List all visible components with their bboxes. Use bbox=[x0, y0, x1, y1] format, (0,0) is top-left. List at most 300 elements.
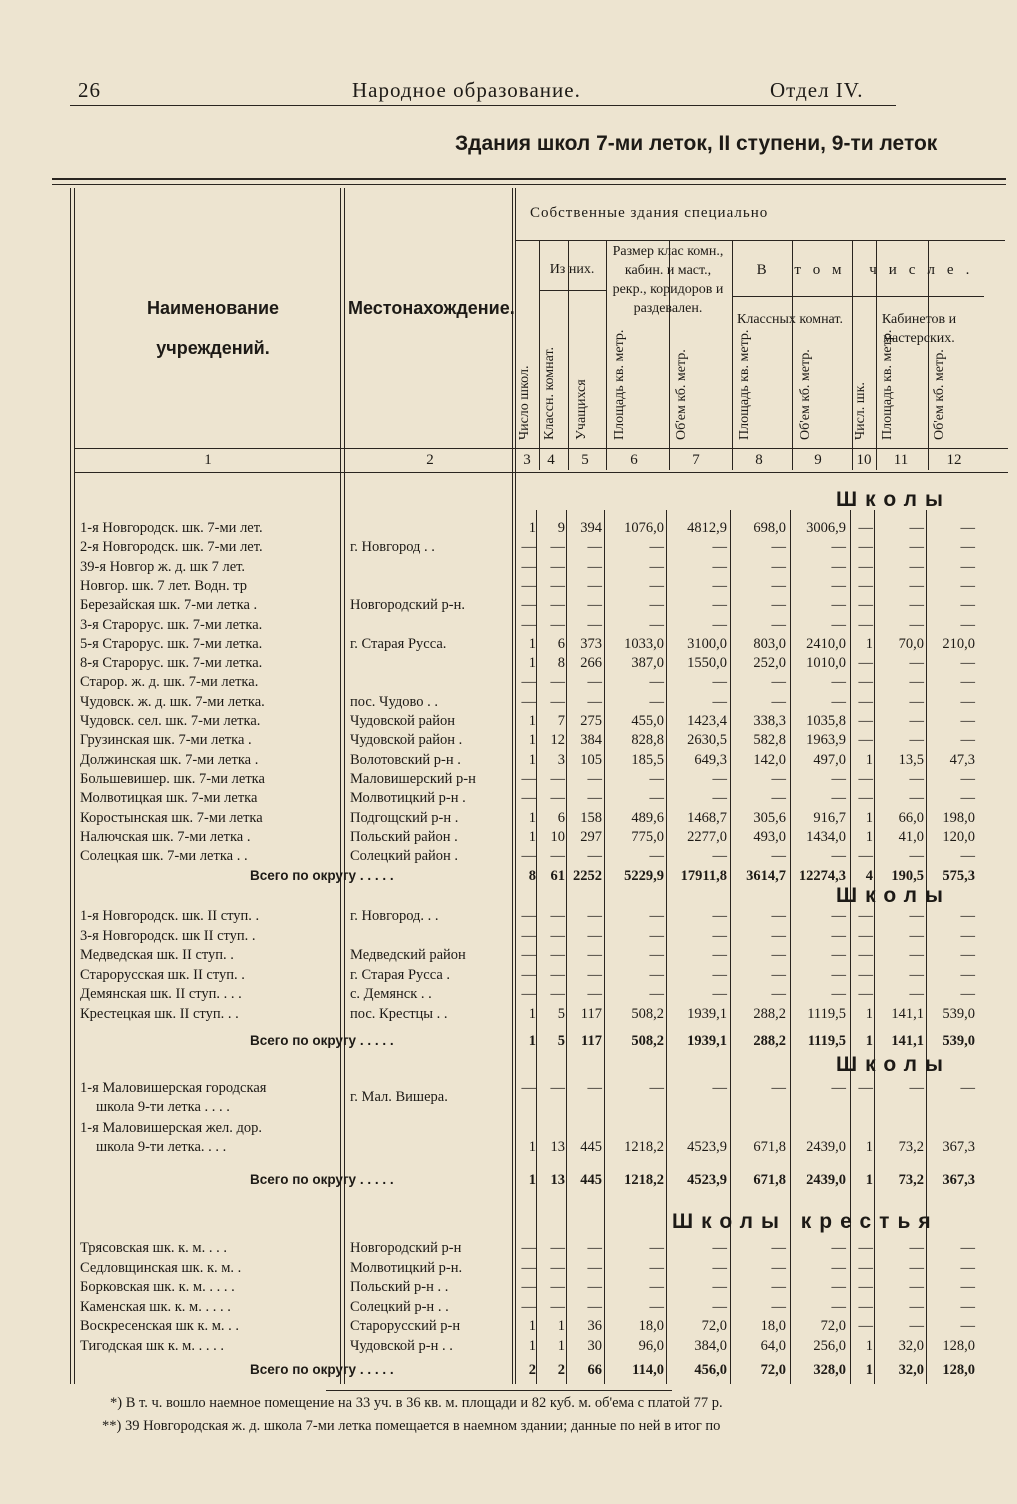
table-cell: — bbox=[712, 1259, 727, 1276]
table-cell: — bbox=[858, 674, 873, 691]
table-top-rule-2 bbox=[52, 184, 1006, 185]
table-cell: — bbox=[712, 597, 727, 614]
row-location: Новгородский р-н bbox=[350, 1240, 462, 1256]
table-cell: — bbox=[960, 927, 975, 944]
table-cell: — bbox=[831, 597, 846, 614]
total-cell: 671,8 bbox=[753, 1172, 786, 1188]
table-cell: — bbox=[831, 616, 846, 633]
table-cell: 256,0 bbox=[813, 1338, 846, 1354]
table-cell: — bbox=[858, 597, 873, 614]
table-cell: — bbox=[909, 966, 924, 983]
table-cell: — bbox=[831, 848, 846, 865]
total-cell: 17911,8 bbox=[680, 868, 727, 884]
table-cell: — bbox=[771, 986, 786, 1002]
total-cell: 5229,9 bbox=[624, 868, 664, 884]
row-name: Старорусская шк. II ступ. . bbox=[80, 966, 245, 983]
total-cell: 61 bbox=[550, 868, 565, 884]
total-cell: 141,1 bbox=[891, 1033, 924, 1049]
table-cell: — bbox=[858, 732, 873, 749]
row-name: 2-я Новгородск. шк. 7-ми лет. bbox=[80, 539, 263, 556]
table-cell: — bbox=[712, 927, 727, 944]
table-cell: — bbox=[712, 790, 727, 807]
header-rule bbox=[70, 105, 896, 106]
total-cell: 445 bbox=[580, 1172, 602, 1188]
row-name: Тигодская шк к. м. . . . . bbox=[80, 1338, 224, 1354]
table-cell: — bbox=[858, 1298, 873, 1315]
total-cell: 1 bbox=[865, 1172, 873, 1188]
table-cell: — bbox=[649, 616, 664, 633]
table-cell: — bbox=[909, 1240, 924, 1256]
table-cell: — bbox=[712, 693, 727, 710]
table-cell: 1939,1 bbox=[687, 1005, 727, 1022]
table-cell: — bbox=[960, 1259, 975, 1276]
table-cell: — bbox=[649, 927, 664, 944]
table-cell: — bbox=[587, 1240, 602, 1256]
table-cell: — bbox=[771, 770, 786, 787]
row-location: Чудовской р-н . . bbox=[350, 1338, 453, 1354]
row-name: Солецкая шк. 7-ми летка . . bbox=[80, 848, 248, 865]
table-cell: — bbox=[858, 986, 873, 1002]
footnote-rule bbox=[326, 1390, 672, 1391]
table-cell: — bbox=[909, 1279, 924, 1296]
table-cell: — bbox=[521, 947, 536, 963]
row-location: г. Старая Русса. bbox=[350, 635, 447, 652]
total-cell: 288,2 bbox=[753, 1033, 786, 1049]
table-cell: — bbox=[587, 674, 602, 691]
table-cell: — bbox=[960, 848, 975, 865]
table-cell: — bbox=[550, 693, 565, 710]
table-cell: 1033,0 bbox=[624, 635, 664, 652]
row-name: 1-я Новгородск. шк. II ступ. . bbox=[80, 908, 260, 924]
table-cell: — bbox=[649, 770, 664, 787]
table-cell: 1 bbox=[528, 1318, 536, 1335]
table-cell: — bbox=[831, 770, 846, 787]
table-cell: — bbox=[831, 947, 846, 963]
classrooms-header: Классных комнат. bbox=[737, 312, 843, 327]
table-cell: — bbox=[960, 693, 975, 710]
table-cell: 64,0 bbox=[760, 1338, 786, 1354]
table-cell: — bbox=[831, 927, 846, 944]
table-cell: — bbox=[831, 674, 846, 691]
table-cell: 4523,9 bbox=[687, 1139, 727, 1155]
column-number: 9 bbox=[814, 452, 822, 468]
row-location: Новгородский р-н. bbox=[350, 597, 465, 614]
table-cell: — bbox=[550, 597, 565, 614]
table-cell: 41,0 bbox=[898, 828, 924, 845]
grid-vline bbox=[566, 510, 567, 1384]
table-cell: — bbox=[858, 947, 873, 963]
table-cell: — bbox=[909, 1080, 924, 1096]
column-number: 7 bbox=[692, 452, 700, 468]
table-cell: — bbox=[960, 520, 975, 536]
page-number: 26 bbox=[78, 78, 101, 102]
table-cell: — bbox=[831, 558, 846, 575]
table-cell: — bbox=[712, 947, 727, 963]
table-cell: 128,0 bbox=[942, 1338, 975, 1354]
table-cell: — bbox=[771, 848, 786, 865]
row-name: Коростынская шк. 7-ми летка bbox=[80, 809, 263, 826]
table-cell: — bbox=[587, 558, 602, 575]
column-number: 11 bbox=[893, 452, 909, 468]
table-cell: 12 bbox=[550, 732, 565, 749]
table-cell: 338,3 bbox=[753, 713, 786, 729]
row-location: Подгощский р-н . bbox=[350, 809, 459, 826]
table-cell: — bbox=[909, 790, 924, 807]
table-cell: 3 bbox=[557, 751, 565, 768]
total-label: Всего по округу . . . . . bbox=[250, 1172, 394, 1187]
table-cell: — bbox=[649, 790, 664, 807]
table-cell: 539,0 bbox=[942, 1005, 975, 1022]
table-cell: — bbox=[649, 848, 664, 865]
table-cell: — bbox=[587, 693, 602, 710]
grid-hline bbox=[539, 290, 606, 291]
grid-vline bbox=[790, 510, 791, 1384]
row-name: Березайская шк. 7-ми летка . bbox=[80, 597, 258, 614]
table-cell: 1 bbox=[528, 732, 536, 749]
table-cell: — bbox=[909, 693, 924, 710]
table-cell: — bbox=[909, 908, 924, 924]
table-cell: — bbox=[649, 1298, 664, 1315]
table-cell: — bbox=[858, 616, 873, 633]
table-cell: — bbox=[587, 539, 602, 556]
table-cell: 1 bbox=[865, 751, 873, 768]
table-cell: 198,0 bbox=[942, 809, 975, 826]
table-cell: — bbox=[587, 1080, 602, 1096]
table-cell: 1468,7 bbox=[687, 809, 727, 826]
row-location: с. Демянск . . bbox=[350, 986, 432, 1002]
table-cell: — bbox=[858, 927, 873, 944]
table-cell: — bbox=[909, 848, 924, 865]
table-cell: 3006,9 bbox=[806, 520, 846, 536]
table-cell: — bbox=[712, 558, 727, 575]
table-cell: 1010,0 bbox=[806, 655, 846, 672]
table-cell: — bbox=[712, 1080, 727, 1096]
table-cell: — bbox=[550, 790, 565, 807]
table-cell: — bbox=[858, 966, 873, 983]
table-cell: — bbox=[771, 1080, 786, 1096]
table-title: Здания школ 7-ми леток, II ступени, 9-ти леток bbox=[455, 132, 938, 155]
table-cell: 1 bbox=[528, 809, 536, 826]
table-cell: — bbox=[712, 577, 727, 594]
table-cell: — bbox=[831, 908, 846, 924]
table-cell: — bbox=[550, 1259, 565, 1276]
total-cell: 508,2 bbox=[631, 1033, 664, 1049]
table-cell: — bbox=[909, 947, 924, 963]
table-cell: 72,0 bbox=[701, 1318, 727, 1335]
table-cell: — bbox=[909, 558, 924, 575]
table-cell: — bbox=[858, 848, 873, 865]
total-cell: 575,3 bbox=[942, 868, 975, 884]
table-cell: — bbox=[960, 790, 975, 807]
table-cell: 582,8 bbox=[753, 732, 786, 749]
including-header: В том числе. bbox=[756, 262, 982, 278]
total-cell: 73,2 bbox=[898, 1172, 924, 1188]
table-cell: — bbox=[858, 655, 873, 672]
table-cell: — bbox=[771, 577, 786, 594]
row-location: пос. Чудово . . bbox=[350, 693, 438, 710]
table-cell: — bbox=[858, 790, 873, 807]
row-name: 8-я Старорус. шк. 7-ми летка. bbox=[80, 655, 263, 672]
table-cell: — bbox=[960, 732, 975, 749]
table-cell: — bbox=[550, 1080, 565, 1096]
row-location: Волотовский р-н . bbox=[350, 751, 461, 768]
column-number: 12 bbox=[946, 452, 962, 468]
row-name: Должинская шк. 7-ми летка . bbox=[80, 751, 259, 768]
total-cell: 1 bbox=[528, 1033, 536, 1049]
row-name: 3-я Новгородск. шк II ступ. . bbox=[80, 927, 256, 944]
total-cell: 4523,9 bbox=[687, 1172, 727, 1188]
table-cell: 384 bbox=[580, 732, 602, 749]
table-cell: 489,6 bbox=[631, 809, 664, 826]
table-cell: — bbox=[587, 790, 602, 807]
table-top-rule bbox=[52, 178, 1006, 180]
table-cell: — bbox=[521, 558, 536, 575]
table-cell: — bbox=[831, 539, 846, 556]
group-header: Собственные здания специально bbox=[530, 205, 769, 221]
table-cell: — bbox=[831, 1298, 846, 1315]
total-cell: 4 bbox=[865, 868, 873, 884]
table-cell: 2277,0 bbox=[687, 828, 727, 845]
total-cell: 328,0 bbox=[813, 1362, 846, 1378]
table-cell: — bbox=[712, 966, 727, 983]
table-cell: 5 bbox=[557, 1005, 565, 1022]
table-cell: — bbox=[712, 770, 727, 787]
row-location: Чудовской район bbox=[350, 713, 455, 729]
table-cell: — bbox=[858, 1259, 873, 1276]
table-cell: — bbox=[649, 1279, 664, 1296]
table-cell: — bbox=[587, 947, 602, 963]
row-location: г. Мал. Вишера. bbox=[350, 1089, 448, 1105]
table-cell: — bbox=[587, 577, 602, 594]
section-title: Школы bbox=[836, 884, 951, 907]
table-cell: — bbox=[771, 790, 786, 807]
row-name: Налючская шк. 7-ми летка . bbox=[80, 828, 251, 845]
table-cell: — bbox=[550, 1279, 565, 1296]
table-cell: 66,0 bbox=[898, 809, 924, 826]
table-cell: 394 bbox=[580, 520, 602, 536]
table-cell: — bbox=[771, 597, 786, 614]
table-cell: — bbox=[831, 790, 846, 807]
table-cell: 10 bbox=[550, 828, 565, 845]
table-cell: — bbox=[550, 947, 565, 963]
table-cell: 36 bbox=[587, 1318, 602, 1335]
row-name: 1-я Новгородск. шк. 7-ми лет. bbox=[80, 520, 263, 536]
total-cell: 32,0 bbox=[898, 1362, 924, 1378]
table-cell: 1 bbox=[528, 655, 536, 672]
table-cell: — bbox=[771, 927, 786, 944]
table-cell: 141,1 bbox=[891, 1005, 924, 1022]
row-name: Трясовская шк. к. м. . . . bbox=[80, 1240, 227, 1256]
column-number: 6 bbox=[630, 452, 638, 468]
table-cell: 1 bbox=[528, 1139, 536, 1155]
column-number: 3 bbox=[523, 452, 531, 468]
table-cell: 671,8 bbox=[753, 1139, 786, 1155]
table-cell: — bbox=[909, 713, 924, 729]
table-cell: — bbox=[858, 1318, 873, 1335]
row-location: Солецкий район . bbox=[350, 848, 459, 865]
table-cell: 1 bbox=[528, 635, 536, 652]
table-cell: — bbox=[831, 966, 846, 983]
table-cell: — bbox=[587, 986, 602, 1002]
table-cell: 1550,0 bbox=[687, 655, 727, 672]
table-cell: 7 bbox=[557, 713, 565, 729]
table-cell: — bbox=[831, 577, 846, 594]
table-cell: — bbox=[712, 539, 727, 556]
table-cell: — bbox=[712, 1279, 727, 1296]
grid-vline bbox=[732, 240, 733, 470]
row-location: Старорусский р-н bbox=[350, 1318, 461, 1335]
table-cell: — bbox=[960, 770, 975, 787]
table-cell: — bbox=[831, 1080, 846, 1096]
schools-count-header: Число школ. bbox=[517, 365, 532, 440]
grid-vline bbox=[340, 188, 341, 1384]
table-cell: 367,3 bbox=[942, 1139, 975, 1155]
total-cell: 114,0 bbox=[632, 1362, 664, 1378]
table-cell: 497,0 bbox=[813, 751, 846, 768]
table-cell: 252,0 bbox=[753, 655, 786, 672]
table-cell: 2439,0 bbox=[806, 1139, 846, 1155]
row-name: Старор. ж. д. шк. 7-ми летка. bbox=[80, 674, 259, 691]
table-cell: — bbox=[960, 966, 975, 983]
table-cell: — bbox=[771, 558, 786, 575]
total-label: Всего по округу . . . . . bbox=[250, 1362, 394, 1377]
table-cell: — bbox=[771, 616, 786, 633]
table-cell: — bbox=[521, 986, 536, 1002]
table-cell: 297 bbox=[580, 828, 602, 845]
grid-vline bbox=[730, 510, 731, 1384]
table-cell: — bbox=[858, 693, 873, 710]
table-cell: — bbox=[909, 927, 924, 944]
grid-vline bbox=[536, 510, 537, 1384]
row-name: Новгор. шк. 7 лет. Водн. тр bbox=[80, 577, 248, 594]
footnote-1: *) В т. ч. вошло наемное помещение на 33 уч. в 36 кв. м. площади и 82 куб. м. об'ема с платой 77 р. bbox=[110, 1395, 723, 1411]
table-cell: 288,2 bbox=[753, 1005, 786, 1022]
table-cell: 373 bbox=[580, 635, 602, 652]
table-cell: 1 bbox=[528, 520, 536, 536]
row-name: 39-я Новгор ж. д. шк 7 лет. bbox=[80, 558, 246, 575]
table-cell: — bbox=[521, 597, 536, 614]
table-cell: 1035,8 bbox=[806, 713, 846, 729]
table-cell: — bbox=[550, 986, 565, 1002]
table-cell: — bbox=[771, 1279, 786, 1296]
table-cell: — bbox=[909, 655, 924, 672]
table-cell: — bbox=[771, 674, 786, 691]
table-cell: — bbox=[909, 577, 924, 594]
table-cell: 2410,0 bbox=[806, 635, 846, 652]
table-cell: 803,0 bbox=[753, 635, 786, 652]
table-cell: — bbox=[587, 848, 602, 865]
row-name-cont: школа 9-ти летка. . . . bbox=[96, 1139, 227, 1155]
row-name: Молвотицкая шк. 7-ми летка bbox=[80, 790, 258, 807]
row-location: Маловишерский р-н bbox=[350, 770, 476, 787]
row-name: 1-я Маловишерская городская bbox=[80, 1080, 267, 1096]
table-cell: — bbox=[550, 539, 565, 556]
table-cell: — bbox=[587, 1259, 602, 1276]
table-cell: — bbox=[858, 520, 873, 536]
table-cell: — bbox=[649, 597, 664, 614]
table-cell: — bbox=[858, 539, 873, 556]
table-cell: 1 bbox=[528, 751, 536, 768]
table-cell: 185,5 bbox=[631, 751, 664, 768]
column-number: 10 bbox=[856, 452, 872, 468]
total-cell: 117 bbox=[581, 1033, 602, 1049]
table-cell: 3100,0 bbox=[687, 635, 727, 652]
table-cell: — bbox=[960, 616, 975, 633]
column-number: 1 bbox=[204, 452, 212, 468]
table-cell: — bbox=[858, 558, 873, 575]
table-cell: — bbox=[550, 1298, 565, 1315]
row-name: Борковская шк. к. м. . . . . bbox=[80, 1279, 235, 1296]
table-cell: — bbox=[521, 539, 536, 556]
total-cell: 3614,7 bbox=[746, 868, 786, 884]
total-cell: 367,3 bbox=[942, 1172, 975, 1188]
students-header: Учащихся bbox=[574, 379, 589, 440]
table-cell: — bbox=[909, 1318, 924, 1335]
total-cell: 66 bbox=[587, 1362, 602, 1378]
table-cell: — bbox=[587, 966, 602, 983]
table-cell: 305,6 bbox=[753, 809, 786, 826]
table-cell: — bbox=[521, 616, 536, 633]
row-location: пос. Крестцы . . bbox=[350, 1005, 448, 1022]
total-cell: 72,0 bbox=[760, 1362, 786, 1378]
table-cell: — bbox=[550, 927, 565, 944]
table-cell: — bbox=[858, 1080, 873, 1096]
of-them-header: Из них. bbox=[549, 262, 595, 277]
table-cell: — bbox=[712, 986, 727, 1002]
table-cell: — bbox=[712, 674, 727, 691]
table-cell: 1 bbox=[865, 1338, 873, 1354]
table-cell: — bbox=[771, 908, 786, 924]
grid-vline bbox=[515, 188, 516, 1384]
table-cell: — bbox=[550, 577, 565, 594]
table-cell: — bbox=[831, 693, 846, 710]
table-cell: — bbox=[858, 1240, 873, 1256]
table-cell: — bbox=[909, 520, 924, 536]
table-cell: — bbox=[521, 848, 536, 865]
grid-vline bbox=[666, 510, 667, 1384]
area-header-2: Площадь кв. метр. bbox=[737, 329, 752, 440]
section-title: Школы bbox=[836, 488, 951, 511]
row-name: Грузинская шк. 7-ми летка . bbox=[80, 732, 252, 749]
table-cell: — bbox=[649, 966, 664, 983]
table-cell: — bbox=[521, 790, 536, 807]
table-cell: — bbox=[550, 770, 565, 787]
row-name: Крестецкая шк. II ступ. . . bbox=[80, 1005, 239, 1022]
table-cell: — bbox=[649, 908, 664, 924]
table-cell: — bbox=[649, 1080, 664, 1096]
table-cell: — bbox=[649, 1259, 664, 1276]
table-cell: 18,0 bbox=[760, 1318, 786, 1335]
table-cell: — bbox=[909, 986, 924, 1002]
table-cell: — bbox=[960, 1279, 975, 1296]
table-cell: 275 bbox=[580, 713, 602, 729]
row-location: Молвотицкий р-н. bbox=[350, 1259, 463, 1276]
table-cell: — bbox=[587, 1279, 602, 1296]
row-name: Седловщинская шк. к. м. . bbox=[80, 1259, 242, 1276]
table-cell: 9 bbox=[557, 520, 565, 536]
volume-header-3: Об'ем кб. метр. bbox=[932, 349, 947, 440]
total-cell: 2252 bbox=[573, 868, 602, 884]
row-location: Солецкий р-н . . bbox=[350, 1298, 449, 1315]
table-cell: 1119,5 bbox=[807, 1005, 846, 1022]
table-cell: 142,0 bbox=[753, 751, 786, 768]
table-cell: — bbox=[521, 927, 536, 944]
table-cell: — bbox=[550, 616, 565, 633]
table-cell: 6 bbox=[557, 809, 565, 826]
table-cell: — bbox=[712, 848, 727, 865]
table-cell: 698,0 bbox=[753, 520, 786, 536]
table-cell: 387,0 bbox=[631, 655, 664, 672]
